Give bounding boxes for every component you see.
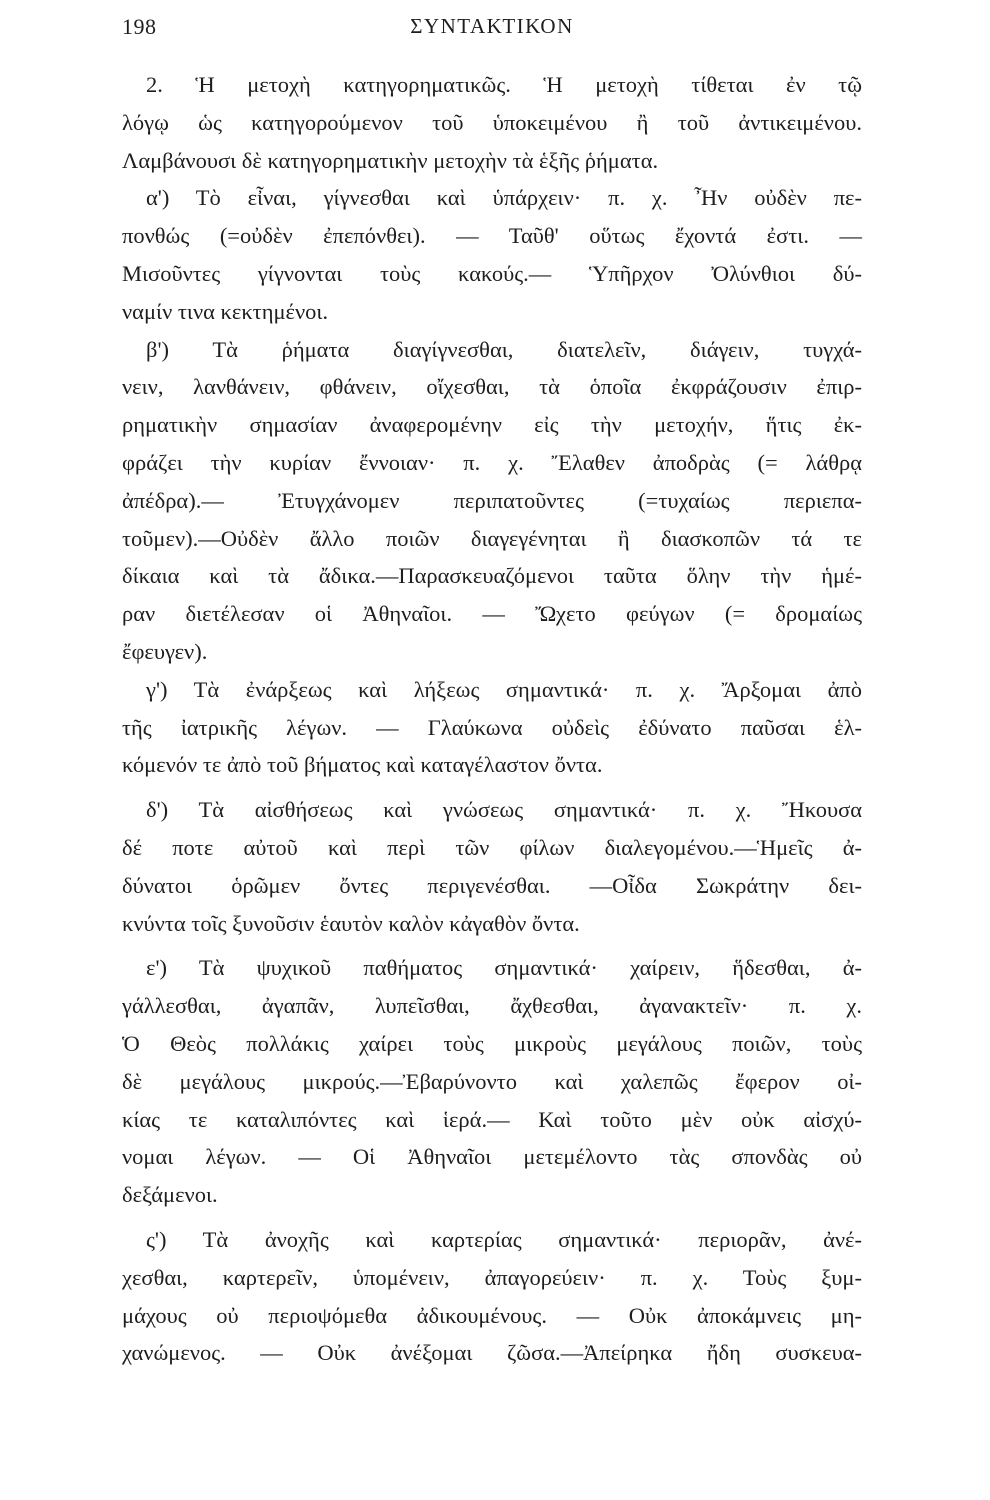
text-line: δ') Τὰ αἰσθήσεως καὶ γνώσεως σημαντικά· π. χ. Ἤκουσα: [146, 797, 862, 823]
text-line: ς') Τὰ ἀνοχῆς καὶ καρτερίας σημαντικά· περιορᾶν, ἀνέ-: [146, 1226, 862, 1252]
text-line: δὲ μεγάλους μικρούς.—Ἐβαρύνοντο καὶ χαλεπῶς ἔφερον οἰ-: [122, 1068, 862, 1094]
text-line: δύνατοι ὁρῶμεν ὄντες περιγενέσθαι. —Οἶδα Σωκράτην δει-: [122, 872, 862, 898]
text-line: νομαι λέγων. — Οἱ Ἀθηναῖοι μετεμέλοντο τὰς σπονδὰς οὐ: [122, 1144, 862, 1170]
text-line: δίκαια καὶ τὰ ἄδικα.—Παρασκευαζόμενοι ταῦτα ὅλην τὴν ἡμέ-: [122, 563, 862, 589]
text-line: κνύντα τοῖς ξυνοῦσιν ἑαυτὸν καλὸν κἀγαθὸν ὄντα.: [122, 910, 580, 936]
text-line: φράζει τὴν κυρίαν ἔννοιαν· π. χ. Ἔλαθεν ἀποδρὰς (= λάθρᾳ: [122, 449, 862, 475]
text-line: ρηματικὴν σημασίαν ἀναφερομένην εἰς τὴν μετοχήν, ἥτις ἐκ-: [122, 412, 862, 438]
text-line: τῆς ἰατρικῆς λέγων. — Γλαύκωνα οὐδεὶς ἐδύνατο παῦσαι ἑλ-: [122, 714, 862, 740]
text-line: κόμενόν τε ἀπὸ τοῦ βήματος καὶ καταγέλαστον ὄντα.: [122, 752, 603, 778]
text-line: λόγῳ ὡς κατηγορούμενον τοῦ ὑποκειμένου ἢ τοῦ ἀντικειμένου.: [122, 109, 862, 135]
text-line: δέ ποτε αὐτοῦ καὶ περὶ τῶν φίλων διαλεγομένου.—Ἡμεῖς ἀ-: [122, 834, 862, 860]
text-line: ε') Τὰ ψυχικοῦ παθήματος σημαντικά· χαίρειν, ἥδεσθαι, ἀ-: [146, 955, 862, 981]
page-number: 198: [122, 14, 157, 39]
text-line: μάχους οὐ περιοψόμεθα ἀδικουμένους. — Οὐκ ἀποκάμνεις μη-: [122, 1302, 862, 1328]
text-line: γ') Τὰ ἐνάρξεως καὶ λήξεως σημαντικά· π. χ. Ἄρξομαι ἀπὸ: [146, 676, 862, 702]
text-line: τοῦμεν).—Οὐδὲν ἄλλο ποιῶν διαγεγένηται ἢ διασκοπῶν τά τε: [122, 525, 862, 551]
text-line: ἀπέδρα).— Ἐτυγχάνομεν περιπατοῦντες (=τυχαίως περιεπα-: [122, 487, 862, 513]
text-line: Ὁ Θεὸς πολλάκις χαίρει τοὺς μικροὺς μεγάλους ποιῶν, τοὺς: [122, 1030, 862, 1056]
text-line: Λαμβάνουσι δὲ κατηγορηματικὴν μετοχὴν τὰ ἑξῆς ῥήματα.: [122, 147, 659, 173]
text-line: γάλλεσθαι, ἀγαπᾶν, λυπεῖσθαι, ἄχθεσθαι, ἀγανακτεῖν· π. χ.: [122, 993, 862, 1019]
text-line: ραν διετέλεσαν οἱ Ἀθηναῖοι. — Ὤχετο φεύγων (= δρομαίως: [122, 601, 862, 627]
text-line: ναμίν τινα κεκτημένοι.: [122, 298, 329, 324]
body-text: [122, 66, 862, 1372]
text-line: χανώμενος. — Οὐκ ἀνέξομαι ζῶσα.—Ἀπείρηκα ἤδη συσκευα-: [122, 1340, 862, 1366]
text-line: νειν, λανθάνειν, φθάνειν, οἴχεσθαι, τὰ ὁποῖα ἐκφράζουσιν ἐπιρ-: [122, 374, 862, 400]
text-line: β') Τὰ ῥήματα διαγίγνεσθαι, διατελεῖν, διάγειν, τυγχά-: [146, 336, 862, 362]
page-header: [122, 14, 862, 50]
text-line: δεξάμενοι.: [122, 1182, 218, 1208]
text-line: χεσθαι, καρτερεῖν, ὑπομένειν, ἀπαγορεύειν· π. χ. Τοὺς ξυμ-: [122, 1264, 862, 1290]
text-line: 2. Ἡ μετοχὴ κατηγορηματικῶς. Ἡ μετοχὴ τίθεται ἐν τῷ: [146, 72, 862, 97]
text-line: α') Τὸ εἶναι, γίγνεσθαι καὶ ὑπάρχειν· π. χ. Ἦν οὐδὲν πε-: [146, 185, 862, 211]
text-line: πονθώς (=οὐδὲν ἐπεπόνθει). — Ταῦθ' οὕτως ἔχοντά ἐστι. —: [122, 223, 862, 249]
text-line: Μισοῦντες γίγνονται τοὺς κακούς.— Ὑπῆρχον Ὀλύνθιοι δύ-: [122, 260, 862, 286]
text-line: κίας τε καταλιπόντες καὶ ἱερά.— Καὶ τοῦτο μὲν οὐκ αἰσχύ-: [122, 1106, 862, 1132]
text-line: ἔφευγεν).: [122, 638, 208, 664]
running-title: ΣΥΝΤΑΚΤΙΚΟΝ: [410, 14, 574, 38]
